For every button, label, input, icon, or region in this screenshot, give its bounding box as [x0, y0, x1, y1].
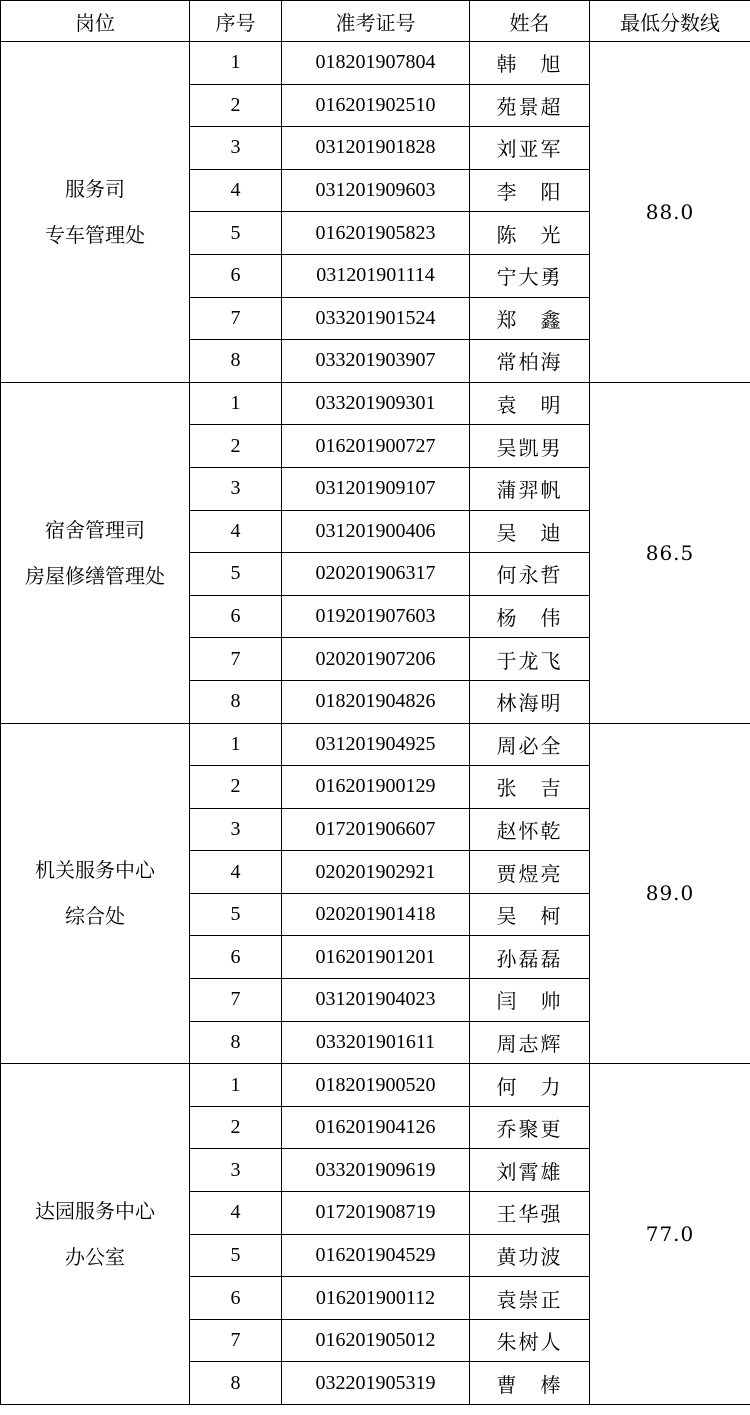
exam-id-cell: 020201906317: [282, 553, 470, 596]
seq-cell: 3: [190, 127, 282, 170]
name-cell: 何 力: [470, 1064, 590, 1107]
exam-id-cell: 016201900129: [282, 766, 470, 809]
header-min-score: 最低分数线: [590, 1, 750, 42]
name-cell: 黄功波: [470, 1234, 590, 1277]
exam-id-cell: 031201909603: [282, 169, 470, 212]
min-score-cell: 86.5: [590, 382, 750, 723]
post-line1: 服务司: [65, 176, 125, 201]
name-cell: 袁崇正: [470, 1277, 590, 1320]
exam-id-cell: 016201905012: [282, 1319, 470, 1362]
exam-id-cell: 016201904126: [282, 1106, 470, 1149]
name-cell: 赵怀乾: [470, 808, 590, 851]
name-cell: 韩 旭: [470, 42, 590, 85]
exam-id-cell: 016201904529: [282, 1234, 470, 1277]
seq-cell: 1: [190, 1064, 282, 1107]
header-name: 姓名: [470, 1, 590, 42]
post-line2: 房屋修缮管理处: [25, 563, 165, 588]
post-line2: 综合处: [65, 904, 125, 929]
name-cell: 李 阳: [470, 169, 590, 212]
name-cell: 苑景超: [470, 84, 590, 127]
name-cell: 曹 棒: [470, 1362, 590, 1405]
seq-cell: 8: [190, 340, 282, 383]
name-cell: 周志辉: [470, 1021, 590, 1064]
post-cell: [1, 42, 190, 383]
table-row: [1, 723, 750, 766]
exam-id-cell: 017201906607: [282, 808, 470, 851]
seq-cell: 7: [190, 638, 282, 681]
seq-cell: 7: [190, 297, 282, 340]
exam-id-cell: 033201903907: [282, 340, 470, 383]
exam-id-cell: 031201909107: [282, 467, 470, 510]
exam-id-cell: 020201902921: [282, 851, 470, 894]
table-body: [1, 42, 750, 1405]
seq-cell: 3: [190, 808, 282, 851]
min-score-cell: 89.0: [590, 723, 750, 1064]
seq-cell: 4: [190, 510, 282, 553]
seq-cell: 2: [190, 1106, 282, 1149]
exam-id-cell: 017201908719: [282, 1192, 470, 1235]
seq-cell: 1: [190, 382, 282, 425]
name-cell: 孙磊磊: [470, 936, 590, 979]
name-cell: 陈 光: [470, 212, 590, 255]
header-exam-id: 准考证号: [282, 1, 470, 42]
exam-id-cell: 033201901611: [282, 1021, 470, 1064]
exam-id-cell: 031201901114: [282, 254, 470, 297]
exam-id-cell: 031201904925: [282, 723, 470, 766]
seq-cell: 1: [190, 42, 282, 85]
exam-id-cell: 033201909619: [282, 1149, 470, 1192]
post-line2: 办公室: [65, 1245, 125, 1270]
min-score-cell: 77.0: [590, 1064, 750, 1405]
exam-id-cell: 033201909301: [282, 382, 470, 425]
seq-cell: 2: [190, 84, 282, 127]
seq-cell: 5: [190, 1234, 282, 1277]
name-cell: 林海明: [470, 680, 590, 723]
exam-id-cell: 016201902510: [282, 84, 470, 127]
header-row: [1, 1, 750, 42]
seq-cell: 5: [190, 212, 282, 255]
name-cell: 闫 帅: [470, 979, 590, 1022]
exam-id-cell: 033201901524: [282, 297, 470, 340]
exam-id-cell: 020201901418: [282, 893, 470, 936]
seq-cell: 6: [190, 254, 282, 297]
exam-id-cell: 031201904023: [282, 979, 470, 1022]
name-cell: 周必全: [470, 723, 590, 766]
name-cell: 宁大勇: [470, 254, 590, 297]
exam-id-cell: 016201900112: [282, 1277, 470, 1320]
name-cell: 刘亚军: [470, 127, 590, 170]
table-row: [1, 382, 750, 425]
table-row: [1, 42, 750, 85]
seq-cell: 3: [190, 467, 282, 510]
name-cell: 常柏海: [470, 340, 590, 383]
seq-cell: 4: [190, 1192, 282, 1235]
seq-cell: 8: [190, 680, 282, 723]
seq-cell: 4: [190, 169, 282, 212]
exam-id-cell: 016201901201: [282, 936, 470, 979]
name-cell: 杨 伟: [470, 595, 590, 638]
name-cell: 吴凯男: [470, 425, 590, 468]
seq-cell: 5: [190, 553, 282, 596]
post-line1: 机关服务中心: [35, 858, 155, 883]
name-cell: 蒲羿帆: [470, 467, 590, 510]
seq-cell: 4: [190, 851, 282, 894]
name-cell: 袁 明: [470, 382, 590, 425]
seq-cell: 8: [190, 1021, 282, 1064]
post-line1: 宿舍管理司: [45, 517, 145, 542]
post-line2: 专车管理处: [45, 222, 145, 247]
name-cell: 贾煜亮: [470, 851, 590, 894]
name-cell: 刘霄雄: [470, 1149, 590, 1192]
exam-id-cell: 016201905823: [282, 212, 470, 255]
seq-cell: 3: [190, 1149, 282, 1192]
exam-id-cell: 016201900727: [282, 425, 470, 468]
exam-id-cell: 031201901828: [282, 127, 470, 170]
table-row: [1, 1064, 750, 1107]
name-cell: 于龙飞: [470, 638, 590, 681]
seq-cell: 2: [190, 425, 282, 468]
min-score-cell: 88.0: [590, 42, 750, 383]
name-cell: 朱树人: [470, 1319, 590, 1362]
post-cell: [1, 723, 190, 1064]
exam-id-cell: 018201904826: [282, 680, 470, 723]
seq-cell: 8: [190, 1362, 282, 1405]
seq-cell: 7: [190, 1319, 282, 1362]
name-cell: 王华强: [470, 1192, 590, 1235]
name-cell: 张 吉: [470, 766, 590, 809]
seq-cell: 1: [190, 723, 282, 766]
seq-cell: 5: [190, 893, 282, 936]
exam-id-cell: 018201907804: [282, 42, 470, 85]
seq-cell: 6: [190, 1277, 282, 1320]
seq-cell: 6: [190, 595, 282, 638]
header-seq: 序号: [190, 1, 282, 42]
exam-id-cell: 032201905319: [282, 1362, 470, 1405]
exam-id-cell: 019201907603: [282, 595, 470, 638]
exam-id-cell: 031201900406: [282, 510, 470, 553]
exam-id-cell: 020201907206: [282, 638, 470, 681]
seq-cell: 2: [190, 766, 282, 809]
exam-id-cell: 018201900520: [282, 1064, 470, 1107]
seq-cell: 7: [190, 979, 282, 1022]
post-line1: 达园服务中心: [35, 1199, 155, 1224]
post-cell: [1, 1064, 190, 1405]
name-cell: 何永哲: [470, 553, 590, 596]
name-cell: 吴 柯: [470, 893, 590, 936]
name-cell: 乔聚更: [470, 1106, 590, 1149]
name-cell: 郑 鑫: [470, 297, 590, 340]
post-cell: [1, 382, 190, 723]
name-cell: 吴 迪: [470, 510, 590, 553]
header-post: 岗位: [1, 1, 190, 42]
seq-cell: 6: [190, 936, 282, 979]
